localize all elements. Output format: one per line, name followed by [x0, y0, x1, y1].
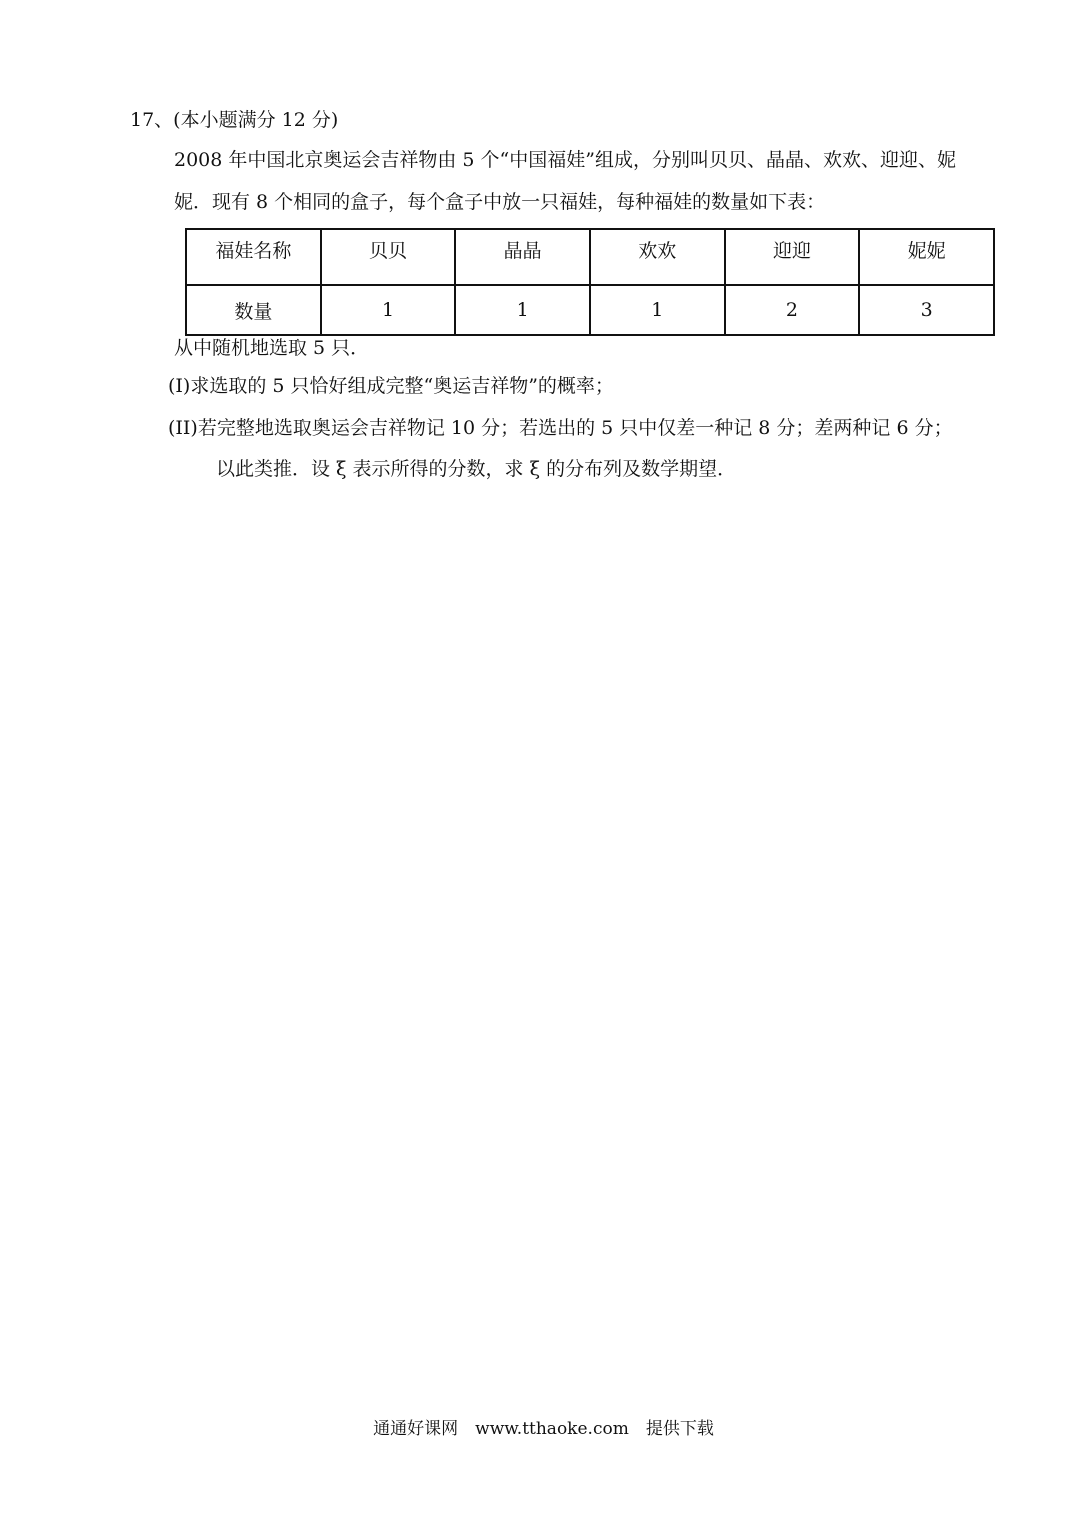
table-cell: 迎迎: [725, 229, 860, 285]
question-part-2-line-2: 以此类推．设 ξ 表示所得的分数，求 ξ 的分布列及数学期望．: [216, 458, 737, 480]
table-cell: 3: [859, 285, 994, 335]
table-cell: 欢欢: [590, 229, 725, 285]
fuwa-count-table: [185, 228, 995, 336]
question-intro-line-1: 2008 年中国北京奥运会吉祥物由 5 个“中国福娃”组成，分别叫贝贝、晶晶、欢欢、迎迎、妮: [174, 149, 956, 171]
question-intro-line-2: 妮．现有 8 个相同的盒子，每个盒子中放一只福娃，每种福娃的数量如下表：: [174, 191, 826, 213]
table-cell: 贝贝: [321, 229, 456, 285]
selection-statement: 从中随机地选取 5 只．: [174, 337, 370, 359]
question-part-2-line-1: (II)若完整地选取奥运会吉祥物记 10 分；若选出的 5 只中仅差一种记 8 分；差两种记 6 分；: [168, 417, 953, 439]
table-count-row: [186, 285, 994, 335]
table-cell: 数量: [186, 285, 321, 335]
table-cell: 晶晶: [455, 229, 590, 285]
page-footer: 通通好课网 www.tthaoke.com 提供下载: [373, 1419, 714, 1439]
table-cell: 2: [725, 285, 860, 335]
table-cell: 1: [321, 285, 456, 335]
table-cell: 1: [455, 285, 590, 335]
table-cell: 妮妮: [859, 229, 994, 285]
question-part-1: (Ⅰ)求选取的 5 只恰好组成完整“奥运吉祥物”的概率；: [168, 375, 614, 397]
table-cell: 1: [590, 285, 725, 335]
table-cell: 福娃名称: [186, 229, 321, 285]
table-header-row: [186, 229, 994, 285]
question-header: 17、(本小题满分 12 分): [130, 109, 339, 131]
